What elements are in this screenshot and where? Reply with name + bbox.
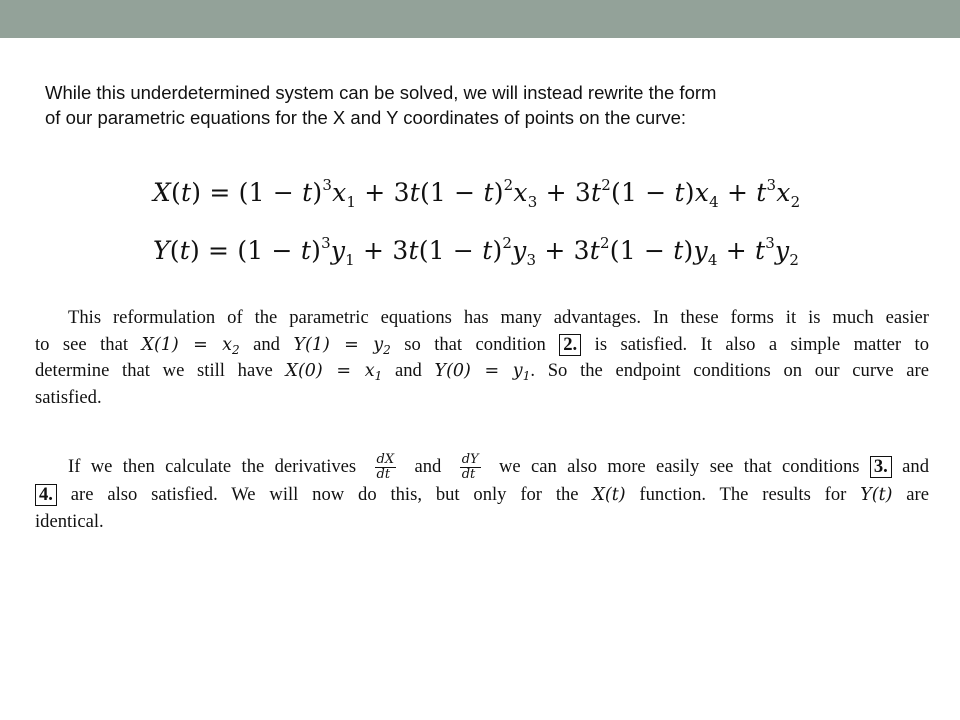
paragraph1-line-1: This reformulation of the parametric equations has many advantages. In these forms it is much easier xyxy=(68,307,929,328)
math-x1-eq: $X(1) = x_2$ xyxy=(141,334,240,357)
paragraph-endpoint-conditions xyxy=(35,305,929,411)
paragraph2-line-1: If we then calculate the derivatives $\frac{dX}{dt}$ and $\frac{dY}{dt}$ we can also more easily see that conditions 3. and xyxy=(68,452,930,482)
condition-3-box: 3. xyxy=(870,456,892,478)
math-yt: Y(t) xyxy=(860,485,893,505)
equation-x: $X(t) = (1 - t)^3x_1 + 3t(1 - t)^2x_3 + 3t^2(1 - t)x_4 + t^3x_2$ xyxy=(153,176,801,211)
slide-header-bar xyxy=(0,0,960,38)
paragraph2-line-3: identical. xyxy=(35,510,104,532)
condition-2-box: 2. xyxy=(559,334,581,356)
math-y1-eq: $Y(1) = y_2$ xyxy=(293,334,391,357)
intro-line-2: of our parametric equations for the X and Y coordinates of points on the curve: xyxy=(45,107,687,128)
intro-text xyxy=(45,80,925,130)
paragraph-derivatives xyxy=(35,453,929,535)
paragraph2-line-2: 4. are also satisfied. We will now do this, but only for the X(t) function. The results for Y(t) are xyxy=(35,482,929,509)
fraction-dx-dt: $\frac{dX}{dt}$ xyxy=(376,452,395,482)
math-x0-eq: $X(0) = x_1$ xyxy=(285,361,383,383)
paragraph1-line-2: to see that $X(1) = x_2$ and $Y(1) = y_2$ so that condition 2. is satisfied. It also a simple matter to xyxy=(35,333,929,357)
equation-y: $Y(t) = (1 - t)^3y_1 + 3t(1 - t)^2y_3 + 3t^2(1 - t)y_4 + t^3y_2$ xyxy=(153,234,800,269)
fraction-dy-dt: $\frac{dY}{dt}$ xyxy=(461,452,479,482)
condition-4-box: 4. xyxy=(35,484,57,506)
paragraph1-line-4: satisfied. xyxy=(35,386,102,408)
math-y0-eq: $Y(0) = y_1$ xyxy=(434,361,531,383)
paragraph1-line-3: determine that we still have $X(0) = x_1$ and $Y(0) = y_1$. So the endpoint conditions on our curve are xyxy=(35,360,930,383)
intro-line-1: While this underdetermined system can be solved, we will instead rewrite the form xyxy=(45,82,717,103)
math-xt: X(t) xyxy=(592,485,626,505)
